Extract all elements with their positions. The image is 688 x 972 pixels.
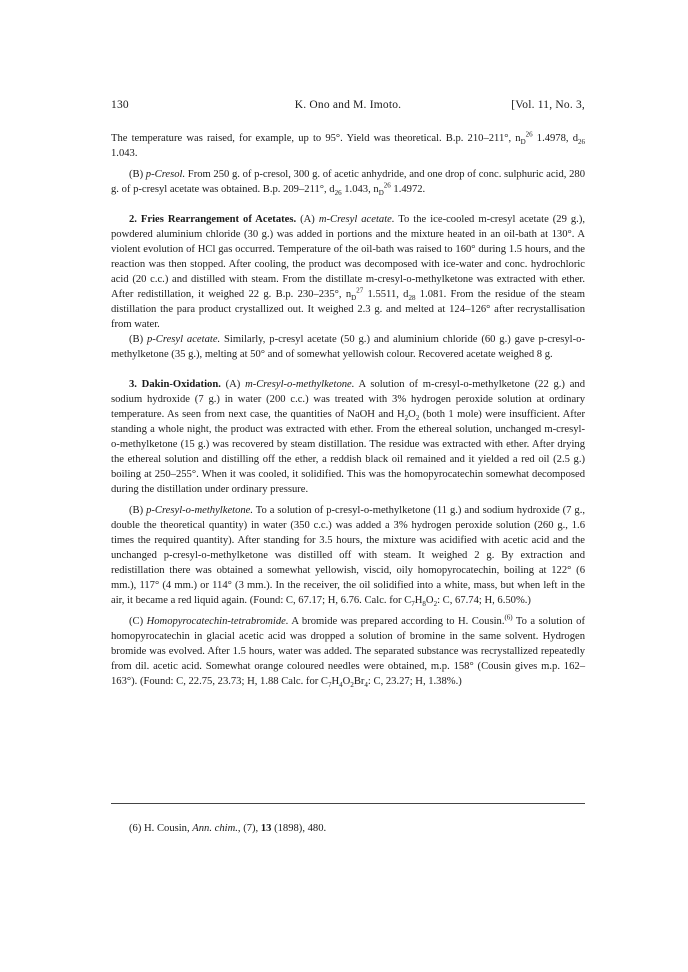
footnote: (6) H. Cousin, Ann. chim., (7), 13 (1898), 480. [129, 823, 327, 834]
section-dakin-oxidation: 3. Dakin-Oxidation. (A) m-Cresyl-o-methylketone. A solution of m-cresyl-o-methylketone (22 g.) and sodium hydroxide (7 g.) in water (200 c.c.) was treated with 3% hydrogen peroxide solution at ordinary temperature. As seen from next case, the quantities of NaOH and $H_2O_2$ (both 1 mole) were insufficient. After standing a whole night, the product was extracted with ether. From the ethereal solution, unchanged m-cresyl-o-methylketone (15 g.) was recovered by steam distillation. The residue was extracted with ether. After drying the ethereal solution and distilling off the ether, a reddish black oil remained and it yielded a red oil (2.5 g.) boiling at 250–255°. When it was cooled, it solidified. This was the homopyrocatechin somewhat decomposed during the distillation under ordinary pressure. [111, 379, 585, 495]
footnote-ref: (6) [504, 613, 513, 622]
paragraph-p-cresyl-o-methylketone: (B) p-Cresyl-o-methylketone. To a solution of p-cresyl-o-methylketone (11 g.) and sodium hydroxide (7 g., double the theoretical quantity) in water (350 c.c.) was added a 3% hydrogen peroxide solution (260 g., 1.6 times the required quantity). After standing for 3.5 hours, the mixture was acidified with acetic acid and the unchanged p-cresyl-o-methylketone was distilled off with steam. It weighed 2 g. By extraction and redistillation there was obtained a somewhat yellowish, viscid, oily homopyrocatechin, boiling at 122° (6 mm.), 117° (4 mm.) or 114° (3 mm.). In the receiver, the oil solidified into a white, mass, but when left in the air, it became a red liquid again. (Found: C, 67.17; H, 6.76. Calc. for $C_7H_8O_2$: C, 67.74; H, 6.50%.) [111, 505, 585, 609]
running-authors: K. Ono and M. Imoto. [294, 99, 402, 111]
paragraph-yield: The temperature was raised, for example, up to 95°. Yield was theoretical. B.p. 210–211°, $n_D^{26}$ 1.4978, $d_{26}$ 1.043. [111, 130, 585, 159]
section-heading: 3. Dakin-Oxidation. [129, 379, 221, 390]
page-number: 130 [111, 99, 129, 111]
article-body [111, 131, 585, 689]
running-header [111, 98, 585, 114]
paragraph-p-cresyl-acetate: (B) p-Cresyl acetate. Similarly, p-cresyl acetate (50 g.) and aluminium chloride (60 g.) gave p-cresyl-o-methylketone (35 g.), melting at 50° and of somewhat yellowish colour. Recovered acetate weighed 8 g. [111, 334, 585, 360]
paragraph-p-cresol: (B) p-Cresol. From 250 g. of p-cresol, 300 g. of acetic anhydride, and one drop of conc. sulphuric acid, 280 g. of p-cresyl acetate was obtained. B.p. 209–211°, $d_{26}$ 1.043, $n_D^{26}$ 1.4972. [111, 169, 585, 198]
section-heading: 2. Fries Rearrangement of Acetates. [129, 214, 297, 225]
volume-info: [Vol. 11, No. 3, [511, 99, 585, 111]
paragraph-tetrabromide: (C) Homopyrocatechin-tetrabromide. A bromide was prepared according to H. Cousin.$^{(6)}$ To a solution of homopyrocatechin in glacial acetic acid was dropped a solution of bromine in the same solvent. Hydrogen bromide was evolved. After 1.5 hours, water was added. The separated substance was recrystallized repeatedly from dil. acetic acid. Somewhat orange coloured needles were obtained, m.p. 158° (Cousin gives m.p. 162–163°). (Found: C, 22.75, 23.73; H, 1.88 Calc. for $C_7H_4O_2Br_4$: C, 23.27; H, 1.38%.) [111, 613, 585, 690]
section-fries-rearrangement: 2. Fries Rearrangement of Acetates. (A) m-Cresyl acetate. To the ice-cooled m-cresyl acetate (29 g.), powdered aluminium chloride (30 g.) was added in portions and the mixture heated in an oil-bath at 130°. A violent evolution of HCl gas occurred. Temperature of the oil-bath was raised to 160° during 1.5 hours, and the reaction was then stopped. After cooling, the product was decomposed with ice-water and conc. hydrochloric acid (20 c.c.) and distilled with steam. From the distillate m-cresyl-o-methylketone was extracted with ether. After redistillation, it weighed 22 g. B.p. 230–235°, $n_D^{27}$ 1.5511, $d_{28}$ 1.081. From the residue of the steam distillation the para product crystallized out. It weighed 2.3 g. and melted at 124–126° after recrystallisation from water. [111, 214, 585, 330]
footnote-number: (6) [129, 823, 142, 834]
footnote-volume: 13 [260, 823, 272, 834]
footnote-divider [111, 803, 585, 804]
footnote-journal: Ann. chim. [192, 823, 238, 834]
